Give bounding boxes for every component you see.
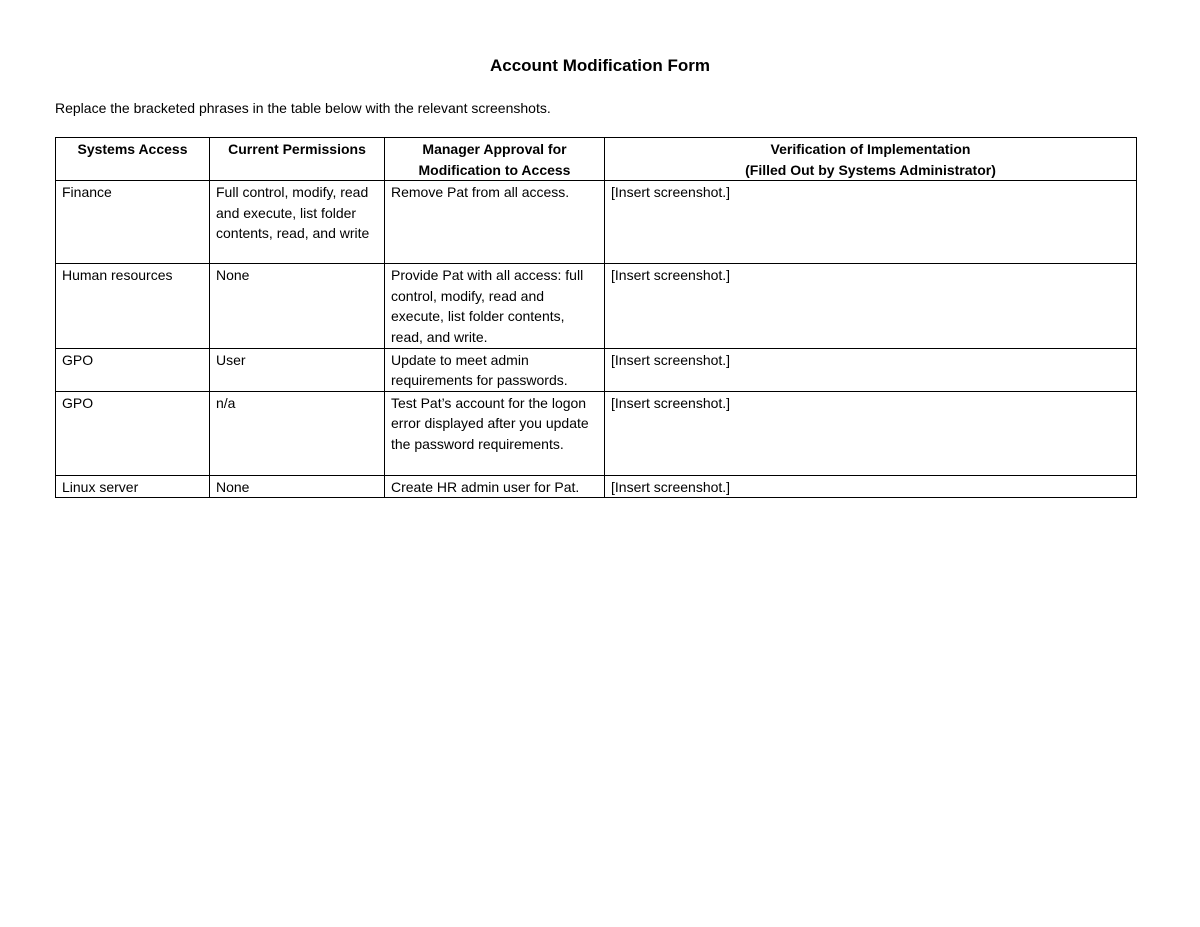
permissions-cell: None: [210, 475, 385, 498]
header-verification: [605, 138, 1137, 181]
header-current-permissions: Current Permissions: [210, 138, 385, 181]
header-verification-line1: Verification of Implementation: [770, 141, 971, 157]
system-cell: Finance: [56, 181, 210, 264]
account-modification-table: [55, 137, 1137, 498]
verification-cell: [Insert screenshot.]: [605, 391, 1137, 475]
approval-cell: Remove Pat from all access.: [385, 181, 605, 264]
system-cell: Human resources: [56, 264, 210, 348]
verification-cell: [Insert screenshot.]: [605, 181, 1137, 264]
system-cell: Linux server: [56, 475, 210, 498]
verification-cell: [Insert screenshot.]: [605, 348, 1137, 391]
header-manager-approval: Manager Approval for Modification to Access: [385, 138, 605, 181]
table-row: [56, 181, 1137, 264]
table-row: [56, 264, 1137, 348]
approval-cell: Create HR admin user for Pat.: [385, 475, 605, 498]
approval-cell: Test Pat’s account for the logon error displayed after you update the password requirements.: [385, 391, 605, 475]
table-row: [56, 475, 1137, 498]
verification-cell: [Insert screenshot.]: [605, 475, 1137, 498]
instructions-text: Replace the bracketed phrases in the table below with the relevant screenshots.: [55, 100, 551, 116]
system-cell: GPO: [56, 348, 210, 391]
table-row: [56, 391, 1137, 475]
table-row: [56, 348, 1137, 391]
table-header-row: [56, 138, 1137, 181]
permissions-cell: Full control, modify, read and execute, list folder contents, read, and write: [210, 181, 385, 264]
approval-cell: Provide Pat with all access: full control, modify, read and execute, list folder contents, read, and write.: [385, 264, 605, 348]
permissions-cell: None: [210, 264, 385, 348]
permissions-cell: n/a: [210, 391, 385, 475]
page-title: Account Modification Form: [489, 56, 711, 75]
approval-cell: Update to meet admin requirements for passwords.: [385, 348, 605, 391]
verification-cell: [Insert screenshot.]: [605, 264, 1137, 348]
header-systems-access: Systems Access: [56, 138, 210, 181]
permissions-cell: User: [210, 348, 385, 391]
header-verification-line2: (Filled Out by Systems Administrator): [745, 161, 996, 178]
system-cell: GPO: [56, 391, 210, 475]
